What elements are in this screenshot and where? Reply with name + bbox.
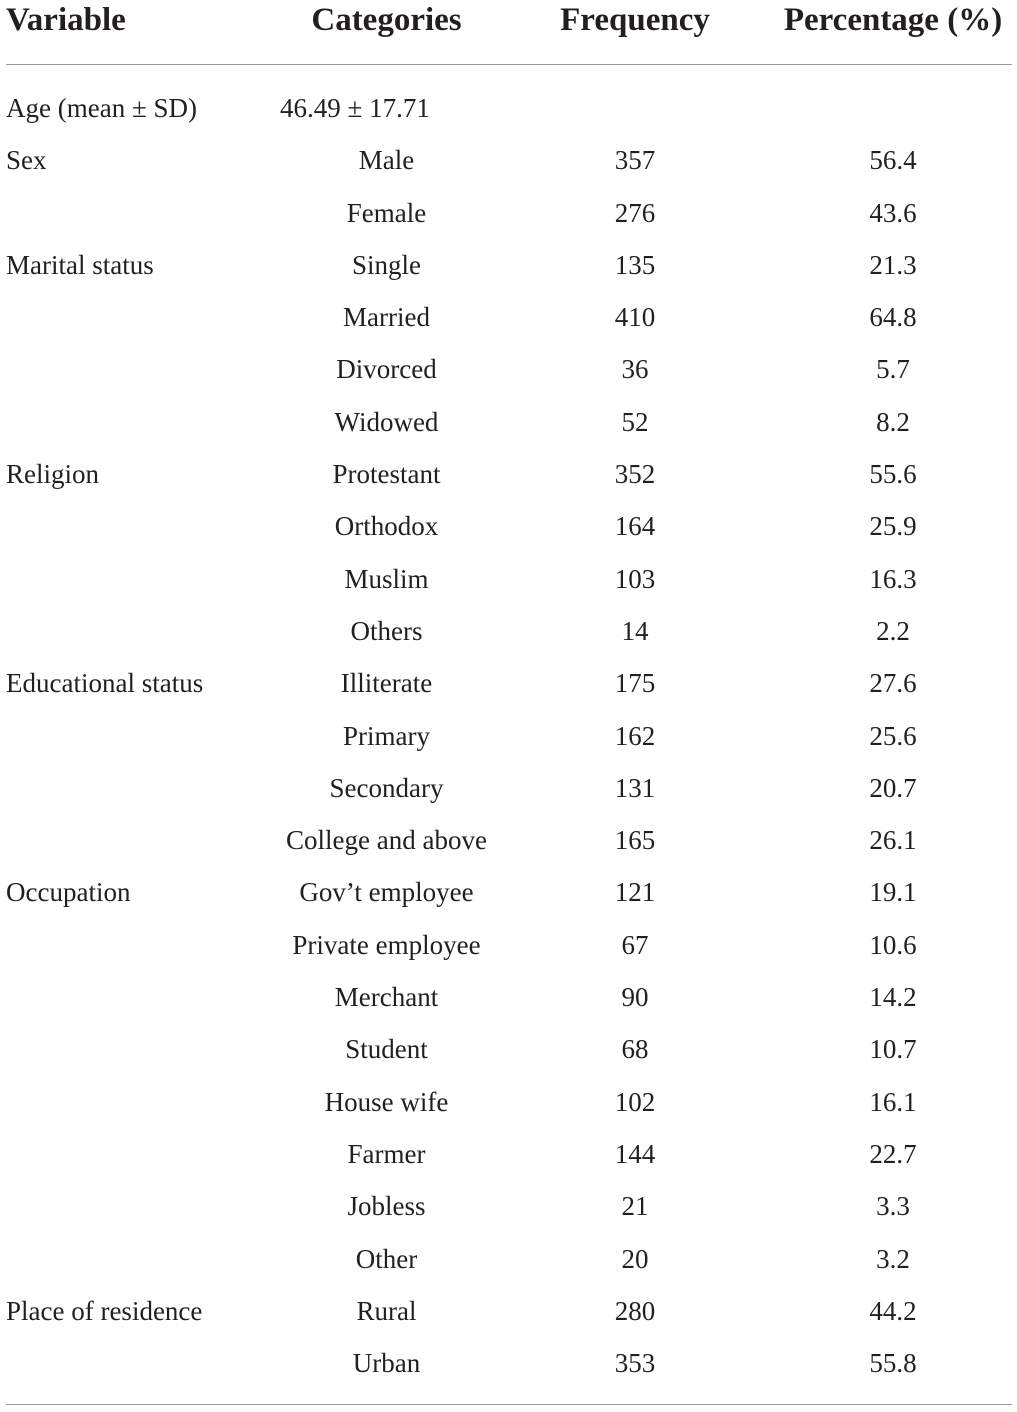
cell-percentage: 43.6 [869,197,917,228]
cell-percentage: 3.2 [876,1243,910,1274]
cell-category: Muslim [344,563,429,594]
cell-frequency: 410 [614,302,656,333]
cell-percentage: 10.7 [869,1034,917,1065]
table-row [0,553,1017,605]
table-row [0,1128,1017,1180]
cell-percentage: 22.7 [869,1138,917,1169]
cell-percentage: 5.7 [876,354,910,385]
cell-percentage: 56.4 [869,145,917,176]
table-row [0,343,1017,395]
cell-percentage: 26.1 [869,825,917,856]
table-row [0,291,1017,343]
table-row [0,919,1017,971]
header-variable: Variable [6,2,126,38]
cell-category: Widowed [334,406,439,437]
cell-variable: Age (mean ± SD) [6,93,198,123]
cell-category: Jobless [347,1191,426,1222]
cell-category: Illiterate [340,668,433,699]
table-row-age [0,82,1017,134]
table-row [0,239,1017,291]
table-body [0,82,1017,1389]
cell-age-value: 46.49 ± 17.71 [280,93,430,123]
cell-frequency: 280 [614,1295,656,1326]
table-row [0,866,1017,918]
cell-percentage: 25.6 [869,720,917,751]
cell-frequency: 144 [614,1138,656,1169]
table-row [0,1233,1017,1285]
cell-percentage: 14.2 [869,982,917,1013]
table-row [0,710,1017,762]
top-rule [6,64,1012,65]
cell-category: Merchant [334,982,439,1013]
table-header [0,0,1017,44]
cell-frequency: 67 [621,929,649,960]
cell-frequency: 14 [621,615,649,646]
cell-frequency: 165 [614,825,656,856]
cell-percentage: 19.1 [869,877,917,908]
cell-percentage: 44.2 [869,1295,917,1326]
cell-category: Orthodox [334,511,439,542]
table-row [0,500,1017,552]
cell-frequency: 353 [614,1348,656,1379]
table-row [0,134,1017,186]
cell-frequency: 21 [621,1191,649,1222]
cell-category: Other [355,1243,418,1274]
cell-category: Student [345,1034,428,1065]
cell-category: College and above [286,825,487,856]
cell-frequency: 352 [614,459,656,490]
cell-category: Secondary [329,772,444,803]
table-row [0,1285,1017,1337]
cell-percentage: 55.6 [869,459,917,490]
cell-percentage: 2.2 [876,615,910,646]
cell-frequency: 103 [614,563,656,594]
cell-category: Others [350,615,423,646]
cell-frequency: 357 [614,145,656,176]
cell-percentage: 16.3 [869,563,917,594]
cell-category: Gov’t employee [299,877,474,908]
cell-category: Rural [356,1295,417,1326]
header-percentage: Percentage (%) [783,2,1003,38]
cell-frequency: 121 [614,877,656,908]
table-row [0,448,1017,500]
cell-frequency: 175 [614,668,656,699]
cell-frequency: 135 [614,249,656,280]
cell-category: Single [351,249,421,280]
cell-frequency: 68 [621,1034,649,1065]
cell-frequency: 36 [621,354,649,385]
cell-percentage: 21.3 [869,249,917,280]
cell-percentage: 25.9 [869,511,917,542]
header-frequency: Frequency [560,2,710,38]
cell-frequency: 102 [614,1086,656,1117]
cell-frequency: 164 [614,511,656,542]
cell-variable: Religion [6,459,99,490]
cell-percentage: 16.1 [869,1086,917,1117]
table-row [0,762,1017,814]
cell-percentage: 3.3 [876,1191,910,1222]
table-row [0,971,1017,1023]
table-row [0,605,1017,657]
cell-category: Male [358,145,415,176]
cell-frequency: 162 [614,720,656,751]
cell-category: Farmer [347,1138,426,1169]
cell-variable: Marital status [6,249,154,280]
table-row [0,396,1017,448]
cell-category: Primary [343,720,430,751]
cell-frequency: 20 [621,1243,649,1274]
table-row [0,657,1017,709]
cell-variable: Place of residence [6,1295,203,1326]
table-row [0,1076,1017,1128]
table-row [0,814,1017,866]
cell-frequency: 52 [621,406,649,437]
cell-percentage: 10.6 [869,929,917,960]
cell-percentage: 55.8 [869,1348,917,1379]
cell-category: Private employee [292,929,481,960]
cell-frequency: 276 [614,197,656,228]
table-row [0,1337,1017,1389]
table-row [0,1180,1017,1232]
cell-percentage: 20.7 [869,772,917,803]
bottom-rule [6,1404,1012,1405]
cell-category: Married [343,302,430,333]
cell-category: Divorced [336,354,437,385]
header-categories: Categories [311,2,462,38]
cell-category: Protestant [332,459,441,490]
table-row [0,187,1017,239]
table-row [0,1023,1017,1075]
cell-frequency: 131 [614,772,656,803]
cell-percentage: 64.8 [869,302,917,333]
cell-category: Urban [352,1348,421,1379]
cell-percentage: 27.6 [869,668,917,699]
cell-frequency: 90 [621,982,649,1013]
cell-variable: Occupation [6,877,131,908]
cell-category: House wife [324,1086,449,1117]
cell-percentage: 8.2 [876,406,910,437]
cell-category: Female [346,197,427,228]
cell-variable: Sex [6,145,47,176]
cell-variable: Educational status [6,668,204,699]
